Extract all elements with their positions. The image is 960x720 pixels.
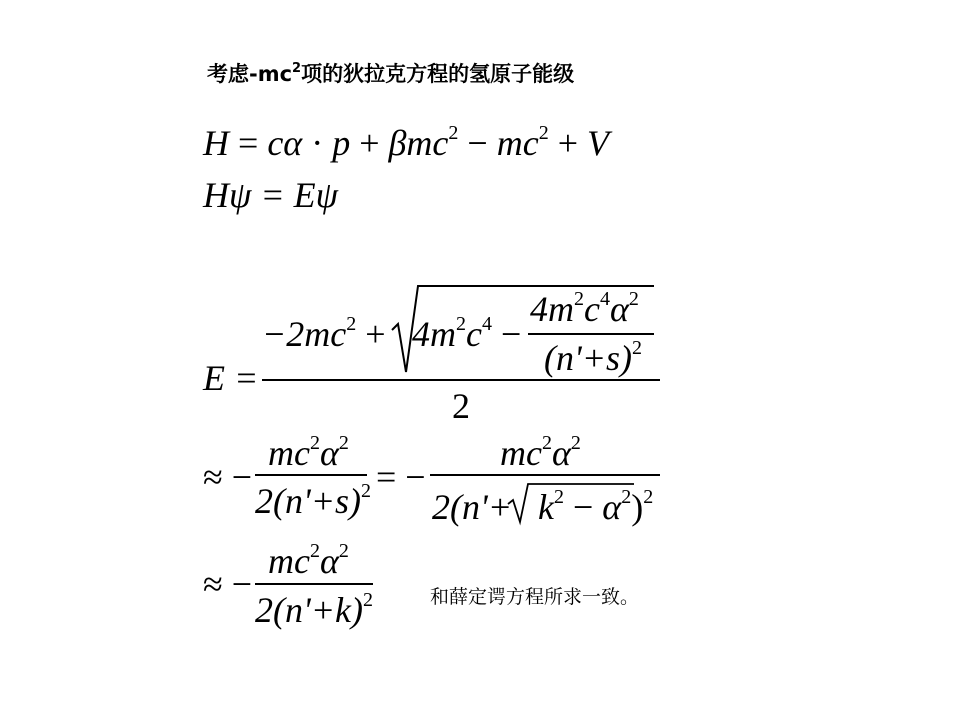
exponent: 2 — [621, 486, 632, 508]
minus-2mc: −2mc — [262, 314, 347, 354]
approx2-lead: ≈ − — [203, 564, 253, 604]
k-symbol: k — [537, 487, 554, 527]
approx2-numerator — [268, 540, 349, 582]
approx1-denominator — [255, 480, 371, 522]
dot-operator: · — [302, 123, 333, 163]
mc-term: mc — [496, 123, 539, 163]
alpha-symbol: α — [319, 433, 339, 473]
exponent: 2 — [538, 122, 549, 144]
plus-sign: + — [356, 314, 386, 354]
c-symbol: c — [466, 314, 482, 354]
schrodinger-equation: Hψ = Eψ — [203, 175, 338, 215]
root-term — [412, 313, 521, 355]
alpha-symbol: α — [551, 433, 571, 473]
beta-mc-term: βmc — [388, 123, 449, 163]
exponent: 2 — [338, 540, 349, 562]
p-symbol: p — [332, 123, 351, 163]
exponent: 4 — [599, 288, 610, 310]
approx1-fraction-bar — [255, 474, 367, 476]
plus-sign: + — [350, 123, 389, 163]
inner-denominator — [544, 337, 642, 379]
inner-fraction-bar — [528, 333, 654, 335]
4m-term: 4m — [530, 289, 574, 329]
minus-sign: − — [458, 123, 497, 163]
hamiltonian-equation — [203, 122, 609, 164]
approx2-denominator — [255, 589, 373, 631]
exponent: 2 — [574, 288, 584, 310]
conclusion-note: 和薛定谔方程所求一致。 — [430, 586, 640, 608]
exponent: 2 — [362, 589, 373, 611]
c-alpha: cα — [267, 123, 303, 163]
den-2n-prime-plus-k: 2(n'+k) — [255, 590, 363, 630]
alpha-symbol: α — [602, 487, 622, 527]
exponent: 2 — [448, 122, 459, 144]
mc-term: mc — [500, 433, 542, 473]
close-paren: ) — [631, 487, 644, 527]
den-2n-prime-plus: 2(n'+ — [432, 487, 512, 527]
approx1-equals: = − — [376, 457, 426, 497]
energy-denominator: 2 — [452, 386, 470, 426]
approx1-numerator2 — [500, 432, 581, 474]
approx2-fraction-bar — [255, 583, 373, 585]
title-suffix: 项的狄拉克方程的氢原子能级 — [301, 62, 575, 86]
inner-sqrt-sign — [506, 482, 646, 526]
exponent: 2 — [570, 432, 581, 454]
energy-fraction-bar — [262, 379, 660, 381]
c-symbol: c — [584, 289, 600, 329]
approx1-lead: ≈ − — [203, 457, 253, 497]
exponent: 2 — [360, 480, 371, 502]
alpha-symbol: α — [319, 541, 339, 581]
mc-term: mc — [268, 541, 310, 581]
minus-sign: − — [491, 314, 522, 354]
equals-sign: = — [229, 123, 268, 163]
energy-label: E = — [203, 358, 259, 398]
energy-lhs — [203, 357, 258, 399]
exponent: 2 — [631, 337, 642, 359]
exponent: 4 — [481, 313, 492, 335]
alpha-symbol: α — [609, 289, 629, 329]
minus-sign: − — [563, 487, 603, 527]
exponent: 2 — [643, 486, 654, 508]
plus-sign: + — [548, 123, 588, 163]
v-symbol: V — [587, 123, 610, 163]
4m-term: 4m — [412, 314, 456, 354]
den-2n-prime-plus-s: 2(n'+s) — [255, 481, 361, 521]
inner-numerator — [530, 288, 639, 330]
approx1-numerator — [268, 432, 349, 474]
exponent: 2 — [338, 432, 349, 454]
n-prime-plus-s: (n'+s) — [544, 338, 632, 378]
exponent: 2 — [456, 313, 466, 335]
title-prefix: 考虑-mc — [207, 62, 293, 86]
mc-term: mc — [268, 433, 310, 473]
exponent: 2 — [541, 432, 552, 454]
approx1-fraction-bar2 — [430, 474, 660, 476]
h-symbol: H — [203, 123, 229, 163]
slide-title — [207, 58, 574, 88]
exponent: 2 — [346, 313, 357, 335]
exponent: 2 — [628, 288, 639, 310]
exponent: 2 — [309, 432, 320, 454]
title-exponent: 2 — [292, 61, 302, 76]
exponent: 2 — [309, 540, 320, 562]
energy-numerator-left — [262, 313, 386, 355]
exponent: 2 — [553, 486, 564, 508]
